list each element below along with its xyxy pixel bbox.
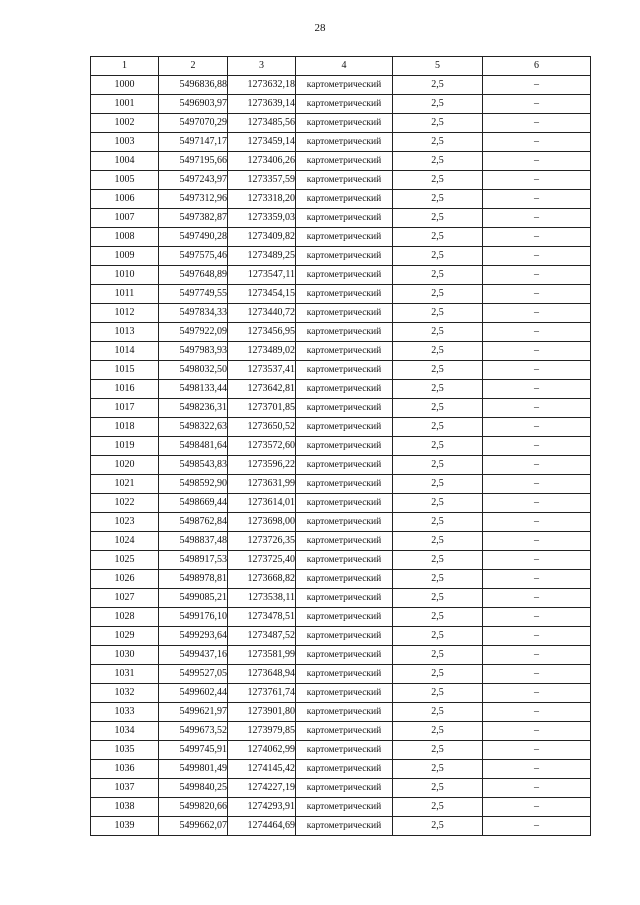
y-coordinate-cell: 1274227,19 xyxy=(228,779,296,798)
x-coordinate-cell: 5498481,64 xyxy=(159,437,228,456)
note-cell: – xyxy=(483,285,591,304)
point-number-cell: 1029 xyxy=(91,627,159,646)
note-cell: – xyxy=(483,247,591,266)
x-coordinate-cell: 5498592,90 xyxy=(159,475,228,494)
point-number-cell: 1021 xyxy=(91,475,159,494)
method-cell: картометрический xyxy=(296,437,393,456)
accuracy-cell: 2,5 xyxy=(393,817,483,836)
note-cell: – xyxy=(483,304,591,323)
note-cell: – xyxy=(483,760,591,779)
accuracy-cell: 2,5 xyxy=(393,76,483,95)
method-cell: картометрический xyxy=(296,570,393,589)
method-cell: картометрический xyxy=(296,342,393,361)
table-row xyxy=(91,779,591,798)
table-row xyxy=(91,798,591,817)
accuracy-cell: 2,5 xyxy=(393,513,483,532)
y-coordinate-cell: 1274464,69 xyxy=(228,817,296,836)
table-row xyxy=(91,152,591,171)
method-cell: картометрический xyxy=(296,380,393,399)
table-row xyxy=(91,380,591,399)
table-row xyxy=(91,171,591,190)
x-coordinate-cell: 5499673,52 xyxy=(159,722,228,741)
method-cell: картометрический xyxy=(296,171,393,190)
note-cell: – xyxy=(483,570,591,589)
point-number-cell: 1004 xyxy=(91,152,159,171)
y-coordinate-cell: 1273698,00 xyxy=(228,513,296,532)
table-row xyxy=(91,817,591,836)
table-row xyxy=(91,285,591,304)
y-coordinate-cell: 1273359,03 xyxy=(228,209,296,228)
y-coordinate-cell: 1273454,15 xyxy=(228,285,296,304)
x-coordinate-cell: 5499662,07 xyxy=(159,817,228,836)
method-cell: картометрический xyxy=(296,551,393,570)
column-header-6: 6 xyxy=(483,57,591,76)
note-cell: – xyxy=(483,190,591,209)
method-cell: картометрический xyxy=(296,760,393,779)
accuracy-cell: 2,5 xyxy=(393,684,483,703)
note-cell: – xyxy=(483,323,591,342)
y-coordinate-cell: 1273406,26 xyxy=(228,152,296,171)
note-cell: – xyxy=(483,627,591,646)
column-header-1: 1 xyxy=(91,57,159,76)
y-coordinate-cell: 1273409,82 xyxy=(228,228,296,247)
y-coordinate-cell: 1273726,35 xyxy=(228,532,296,551)
x-coordinate-cell: 5499527,05 xyxy=(159,665,228,684)
accuracy-cell: 2,5 xyxy=(393,95,483,114)
x-coordinate-cell: 5498917,53 xyxy=(159,551,228,570)
note-cell: – xyxy=(483,722,591,741)
note-cell: – xyxy=(483,475,591,494)
point-number-cell: 1030 xyxy=(91,646,159,665)
note-cell: – xyxy=(483,228,591,247)
x-coordinate-cell: 5499085,21 xyxy=(159,589,228,608)
x-coordinate-cell: 5499745,91 xyxy=(159,741,228,760)
point-number-cell: 1009 xyxy=(91,247,159,266)
point-number-cell: 1022 xyxy=(91,494,159,513)
table-row xyxy=(91,456,591,475)
note-cell: – xyxy=(483,589,591,608)
accuracy-cell: 2,5 xyxy=(393,228,483,247)
method-cell: картометрический xyxy=(296,190,393,209)
note-cell: – xyxy=(483,209,591,228)
note-cell: – xyxy=(483,665,591,684)
table-row xyxy=(91,608,591,627)
table-row xyxy=(91,741,591,760)
table-row xyxy=(91,684,591,703)
accuracy-cell: 2,5 xyxy=(393,247,483,266)
y-coordinate-cell: 1273440,72 xyxy=(228,304,296,323)
x-coordinate-cell: 5497243,97 xyxy=(159,171,228,190)
y-coordinate-cell: 1273701,85 xyxy=(228,399,296,418)
point-number-cell: 1024 xyxy=(91,532,159,551)
point-number-cell: 1016 xyxy=(91,380,159,399)
x-coordinate-cell: 5499801,49 xyxy=(159,760,228,779)
point-number-cell: 1003 xyxy=(91,133,159,152)
column-header-3: 3 xyxy=(228,57,296,76)
accuracy-cell: 2,5 xyxy=(393,285,483,304)
method-cell: картометрический xyxy=(296,304,393,323)
table-row xyxy=(91,703,591,722)
x-coordinate-cell: 5499840,25 xyxy=(159,779,228,798)
y-coordinate-cell: 1273489,02 xyxy=(228,342,296,361)
accuracy-cell: 2,5 xyxy=(393,494,483,513)
accuracy-cell: 2,5 xyxy=(393,551,483,570)
y-coordinate-cell: 1273357,59 xyxy=(228,171,296,190)
x-coordinate-cell: 5498032,50 xyxy=(159,361,228,380)
accuracy-cell: 2,5 xyxy=(393,608,483,627)
point-number-cell: 1019 xyxy=(91,437,159,456)
point-number-cell: 1039 xyxy=(91,817,159,836)
method-cell: картометрический xyxy=(296,627,393,646)
point-number-cell: 1018 xyxy=(91,418,159,437)
accuracy-cell: 2,5 xyxy=(393,171,483,190)
x-coordinate-cell: 5497834,33 xyxy=(159,304,228,323)
point-number-cell: 1025 xyxy=(91,551,159,570)
note-cell: – xyxy=(483,798,591,817)
table-row xyxy=(91,627,591,646)
point-number-cell: 1015 xyxy=(91,361,159,380)
accuracy-cell: 2,5 xyxy=(393,798,483,817)
table-row xyxy=(91,437,591,456)
note-cell: – xyxy=(483,437,591,456)
method-cell: картометрический xyxy=(296,722,393,741)
method-cell: картометрический xyxy=(296,798,393,817)
note-cell: – xyxy=(483,779,591,798)
point-number-cell: 1005 xyxy=(91,171,159,190)
accuracy-cell: 2,5 xyxy=(393,209,483,228)
accuracy-cell: 2,5 xyxy=(393,361,483,380)
note-cell: – xyxy=(483,817,591,836)
method-cell: картометрический xyxy=(296,228,393,247)
method-cell: картометрический xyxy=(296,114,393,133)
note-cell: – xyxy=(483,456,591,475)
table-header xyxy=(91,57,591,76)
table-body xyxy=(91,76,591,836)
x-coordinate-cell: 5497195,66 xyxy=(159,152,228,171)
y-coordinate-cell: 1274293,91 xyxy=(228,798,296,817)
x-coordinate-cell: 5497922,09 xyxy=(159,323,228,342)
column-header-2: 2 xyxy=(159,57,228,76)
table-row xyxy=(91,114,591,133)
note-cell: – xyxy=(483,133,591,152)
x-coordinate-cell: 5498669,44 xyxy=(159,494,228,513)
accuracy-cell: 2,5 xyxy=(393,779,483,798)
note-cell: – xyxy=(483,532,591,551)
x-coordinate-cell: 5497983,93 xyxy=(159,342,228,361)
accuracy-cell: 2,5 xyxy=(393,380,483,399)
method-cell: картометрический xyxy=(296,646,393,665)
accuracy-cell: 2,5 xyxy=(393,152,483,171)
note-cell: – xyxy=(483,494,591,513)
accuracy-cell: 2,5 xyxy=(393,589,483,608)
accuracy-cell: 2,5 xyxy=(393,627,483,646)
y-coordinate-cell: 1273538,11 xyxy=(228,589,296,608)
coordinates-table xyxy=(90,56,591,836)
page-number: 28 xyxy=(314,22,326,34)
method-cell: картометрический xyxy=(296,76,393,95)
method-cell: картометрический xyxy=(296,456,393,475)
x-coordinate-cell: 5497312,96 xyxy=(159,190,228,209)
note-cell: – xyxy=(483,380,591,399)
y-coordinate-cell: 1273631,99 xyxy=(228,475,296,494)
note-cell: – xyxy=(483,703,591,722)
accuracy-cell: 2,5 xyxy=(393,399,483,418)
accuracy-cell: 2,5 xyxy=(393,722,483,741)
method-cell: картометрический xyxy=(296,589,393,608)
y-coordinate-cell: 1273648,94 xyxy=(228,665,296,684)
y-coordinate-cell: 1273537,41 xyxy=(228,361,296,380)
accuracy-cell: 2,5 xyxy=(393,418,483,437)
x-coordinate-cell: 5497575,46 xyxy=(159,247,228,266)
point-number-cell: 1036 xyxy=(91,760,159,779)
column-header-4: 4 xyxy=(296,57,393,76)
y-coordinate-cell: 1273632,18 xyxy=(228,76,296,95)
method-cell: картометрический xyxy=(296,608,393,627)
method-cell: картометрический xyxy=(296,684,393,703)
x-coordinate-cell: 5499176,10 xyxy=(159,608,228,627)
point-number-cell: 1020 xyxy=(91,456,159,475)
y-coordinate-cell: 1273761,74 xyxy=(228,684,296,703)
y-coordinate-cell: 1273547,11 xyxy=(228,266,296,285)
table-row xyxy=(91,570,591,589)
point-number-cell: 1037 xyxy=(91,779,159,798)
y-coordinate-cell: 1273725,40 xyxy=(228,551,296,570)
point-number-cell: 1026 xyxy=(91,570,159,589)
x-coordinate-cell: 5497490,28 xyxy=(159,228,228,247)
accuracy-cell: 2,5 xyxy=(393,190,483,209)
y-coordinate-cell: 1273614,01 xyxy=(228,494,296,513)
table-row xyxy=(91,323,591,342)
accuracy-cell: 2,5 xyxy=(393,475,483,494)
method-cell: картометрический xyxy=(296,475,393,494)
accuracy-cell: 2,5 xyxy=(393,646,483,665)
method-cell: картометрический xyxy=(296,779,393,798)
x-coordinate-cell: 5498133,44 xyxy=(159,380,228,399)
method-cell: картометрический xyxy=(296,532,393,551)
x-coordinate-cell: 5499602,44 xyxy=(159,684,228,703)
x-coordinate-cell: 5498762,84 xyxy=(159,513,228,532)
y-coordinate-cell: 1273642,81 xyxy=(228,380,296,399)
table-row xyxy=(91,76,591,95)
method-cell: картометрический xyxy=(296,247,393,266)
note-cell: – xyxy=(483,114,591,133)
point-number-cell: 1028 xyxy=(91,608,159,627)
note-cell: – xyxy=(483,418,591,437)
x-coordinate-cell: 5499293,64 xyxy=(159,627,228,646)
accuracy-cell: 2,5 xyxy=(393,665,483,684)
method-cell: картометрический xyxy=(296,817,393,836)
method-cell: картометрический xyxy=(296,209,393,228)
accuracy-cell: 2,5 xyxy=(393,741,483,760)
point-number-cell: 1035 xyxy=(91,741,159,760)
table-row xyxy=(91,665,591,684)
y-coordinate-cell: 1273456,95 xyxy=(228,323,296,342)
accuracy-cell: 2,5 xyxy=(393,114,483,133)
method-cell: картометрический xyxy=(296,399,393,418)
note-cell: – xyxy=(483,266,591,285)
point-number-cell: 1027 xyxy=(91,589,159,608)
note-cell: – xyxy=(483,608,591,627)
x-coordinate-cell: 5497147,17 xyxy=(159,133,228,152)
table-row xyxy=(91,475,591,494)
y-coordinate-cell: 1273487,52 xyxy=(228,627,296,646)
table-row xyxy=(91,133,591,152)
y-coordinate-cell: 1273485,56 xyxy=(228,114,296,133)
accuracy-cell: 2,5 xyxy=(393,133,483,152)
method-cell: картометрический xyxy=(296,741,393,760)
x-coordinate-cell: 5498322,63 xyxy=(159,418,228,437)
table-row xyxy=(91,532,591,551)
y-coordinate-cell: 1273581,99 xyxy=(228,646,296,665)
x-coordinate-cell: 5496903,97 xyxy=(159,95,228,114)
method-cell: картометрический xyxy=(296,285,393,304)
note-cell: – xyxy=(483,646,591,665)
method-cell: картометрический xyxy=(296,323,393,342)
table-row xyxy=(91,304,591,323)
x-coordinate-cell: 5499437,16 xyxy=(159,646,228,665)
x-coordinate-cell: 5498543,83 xyxy=(159,456,228,475)
point-number-cell: 1032 xyxy=(91,684,159,703)
table-row xyxy=(91,247,591,266)
method-cell: картометрический xyxy=(296,266,393,285)
table-row xyxy=(91,722,591,741)
table-row xyxy=(91,266,591,285)
table-row xyxy=(91,418,591,437)
accuracy-cell: 2,5 xyxy=(393,304,483,323)
method-cell: картометрический xyxy=(296,494,393,513)
method-cell: картометрический xyxy=(296,95,393,114)
point-number-cell: 1007 xyxy=(91,209,159,228)
accuracy-cell: 2,5 xyxy=(393,532,483,551)
point-number-cell: 1010 xyxy=(91,266,159,285)
table-row xyxy=(91,646,591,665)
note-cell: – xyxy=(483,152,591,171)
accuracy-cell: 2,5 xyxy=(393,323,483,342)
method-cell: картометрический xyxy=(296,361,393,380)
point-number-cell: 1017 xyxy=(91,399,159,418)
table-row xyxy=(91,589,591,608)
point-number-cell: 1014 xyxy=(91,342,159,361)
y-coordinate-cell: 1273650,52 xyxy=(228,418,296,437)
note-cell: – xyxy=(483,342,591,361)
table-row xyxy=(91,513,591,532)
accuracy-cell: 2,5 xyxy=(393,456,483,475)
x-coordinate-cell: 5498236,31 xyxy=(159,399,228,418)
point-number-cell: 1008 xyxy=(91,228,159,247)
x-coordinate-cell: 5497648,89 xyxy=(159,266,228,285)
x-coordinate-cell: 5497749,55 xyxy=(159,285,228,304)
point-number-cell: 1011 xyxy=(91,285,159,304)
column-header-5: 5 xyxy=(393,57,483,76)
x-coordinate-cell: 5498978,81 xyxy=(159,570,228,589)
x-coordinate-cell: 5498837,48 xyxy=(159,532,228,551)
table-row xyxy=(91,361,591,380)
table-row xyxy=(91,399,591,418)
table-row xyxy=(91,209,591,228)
note-cell: – xyxy=(483,171,591,190)
method-cell: картометрический xyxy=(296,418,393,437)
x-coordinate-cell: 5499820,66 xyxy=(159,798,228,817)
table-row xyxy=(91,760,591,779)
table-row xyxy=(91,190,591,209)
y-coordinate-cell: 1274145,42 xyxy=(228,760,296,779)
y-coordinate-cell: 1273478,51 xyxy=(228,608,296,627)
accuracy-cell: 2,5 xyxy=(393,266,483,285)
point-number-cell: 1002 xyxy=(91,114,159,133)
method-cell: картометрический xyxy=(296,703,393,722)
note-cell: – xyxy=(483,361,591,380)
accuracy-cell: 2,5 xyxy=(393,570,483,589)
point-number-cell: 1001 xyxy=(91,95,159,114)
x-coordinate-cell: 5496836,88 xyxy=(159,76,228,95)
table-row xyxy=(91,95,591,114)
table-row xyxy=(91,494,591,513)
y-coordinate-cell: 1273668,82 xyxy=(228,570,296,589)
method-cell: картометрический xyxy=(296,133,393,152)
note-cell: – xyxy=(483,741,591,760)
y-coordinate-cell: 1273489,25 xyxy=(228,247,296,266)
point-number-cell: 1006 xyxy=(91,190,159,209)
table-row xyxy=(91,228,591,247)
point-number-cell: 1000 xyxy=(91,76,159,95)
point-number-cell: 1034 xyxy=(91,722,159,741)
note-cell: – xyxy=(483,76,591,95)
method-cell: картометрический xyxy=(296,513,393,532)
x-coordinate-cell: 5497070,29 xyxy=(159,114,228,133)
accuracy-cell: 2,5 xyxy=(393,342,483,361)
y-coordinate-cell: 1273572,60 xyxy=(228,437,296,456)
y-coordinate-cell: 1273459,14 xyxy=(228,133,296,152)
table-row xyxy=(91,342,591,361)
y-coordinate-cell: 1273318,20 xyxy=(228,190,296,209)
note-cell: – xyxy=(483,551,591,570)
y-coordinate-cell: 1273901,80 xyxy=(228,703,296,722)
x-coordinate-cell: 5497382,87 xyxy=(159,209,228,228)
y-coordinate-cell: 1274062,99 xyxy=(228,741,296,760)
note-cell: – xyxy=(483,684,591,703)
method-cell: картометрический xyxy=(296,152,393,171)
accuracy-cell: 2,5 xyxy=(393,437,483,456)
header-row xyxy=(91,57,591,76)
note-cell: – xyxy=(483,95,591,114)
y-coordinate-cell: 1273596,22 xyxy=(228,456,296,475)
point-number-cell: 1033 xyxy=(91,703,159,722)
point-number-cell: 1013 xyxy=(91,323,159,342)
note-cell: – xyxy=(483,513,591,532)
table-row xyxy=(91,551,591,570)
method-cell: картометрический xyxy=(296,665,393,684)
y-coordinate-cell: 1273979,85 xyxy=(228,722,296,741)
point-number-cell: 1031 xyxy=(91,665,159,684)
accuracy-cell: 2,5 xyxy=(393,703,483,722)
point-number-cell: 1012 xyxy=(91,304,159,323)
point-number-cell: 1023 xyxy=(91,513,159,532)
y-coordinate-cell: 1273639,14 xyxy=(228,95,296,114)
x-coordinate-cell: 5499621,97 xyxy=(159,703,228,722)
point-number-cell: 1038 xyxy=(91,798,159,817)
note-cell: – xyxy=(483,399,591,418)
accuracy-cell: 2,5 xyxy=(393,760,483,779)
